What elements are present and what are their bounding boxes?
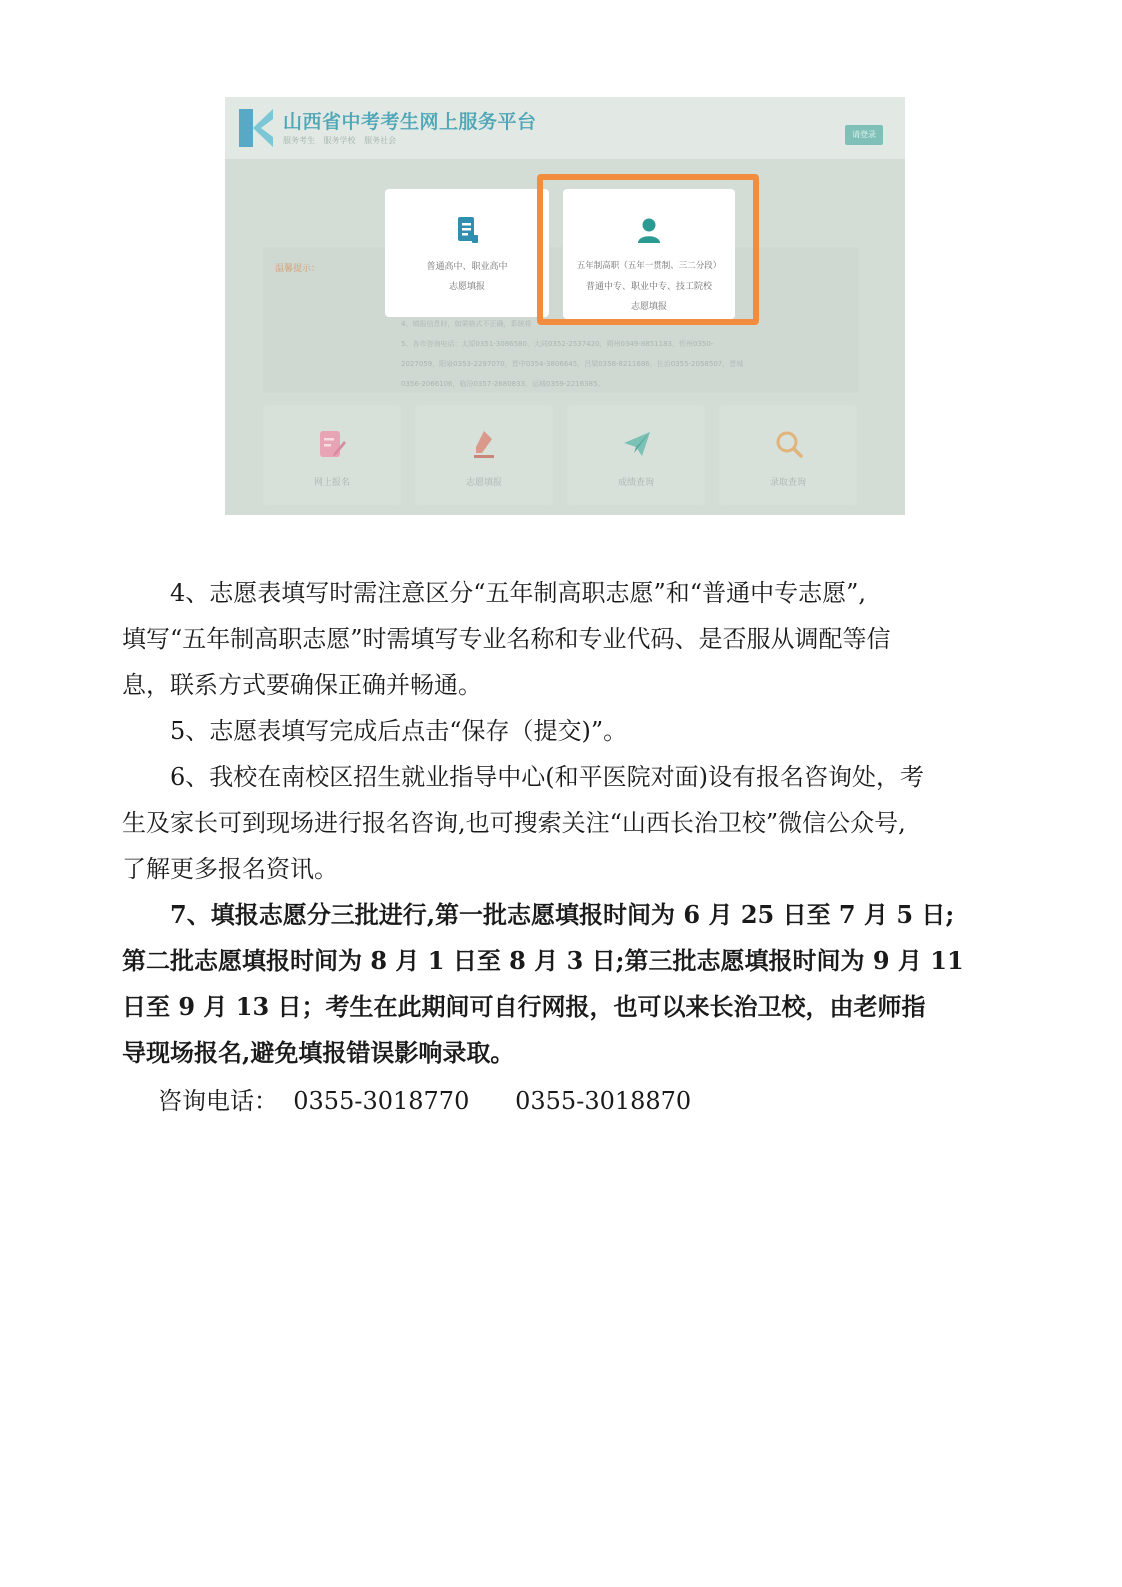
nav-tile-label: 网上报名 (313, 478, 350, 488)
card-line: 普通中专、职业中专、技工院校 (585, 282, 712, 292)
notice-line: 0356-2066106，临汾0357-2680833，运城0359-2216385。 (401, 380, 605, 388)
site-slogan: 服务考生 服务学校 服务社会 (283, 136, 397, 145)
paragraph-5 (122, 708, 992, 754)
paragraph-6 (122, 754, 992, 892)
notice-line: 5、各市咨询电话：太原0351-3086580，大同0352-2537420，朔州0349-8851183，忻州0350- (401, 340, 714, 348)
site-logo-icon (239, 109, 273, 147)
text-line: 填写“五年制高职志愿”时需填写专业名称和专业代码、是否服从调配等信 (122, 625, 891, 653)
card-line: 普通高中、职业高中 (426, 262, 508, 272)
text-line: 日至 9 月 13 日；考生在此期间可自行网报，也可以来长治卫校，由老师指 (122, 992, 926, 1021)
paragraph-7 (122, 892, 992, 1076)
card-high-school-application[interactable] (385, 189, 549, 317)
notice-line: 2027059，阳泉0353-2297070，晋中0354-3806645，吕梁0358-8211686，长治0355-2058507，晋城 (401, 360, 744, 368)
pen-icon (470, 429, 498, 461)
nav-tile-label: 志愿填报 (465, 478, 502, 488)
nav-tile-label: 成绩查询 (617, 478, 654, 488)
text-line: 第二批志愿填报时间为 8 月 1 日至 8 月 3 日;第三批志愿填报时间为 9 月 11 (122, 946, 964, 975)
contact-line (158, 1078, 691, 1124)
nav-tile-application[interactable] (415, 405, 553, 505)
text-line: 了解更多报名资讯。 (122, 855, 338, 883)
text-line: 7、填报志愿分三批进行,第一批志愿填报时间为 6 月 25 日至 7 月 5 日; (170, 900, 955, 929)
magnifier-icon (774, 429, 804, 459)
site-header (225, 97, 905, 159)
edit-form-icon (318, 429, 346, 461)
contact-phone: 0355-3018770 (293, 1087, 470, 1115)
nav-tile-label: 录取查询 (769, 478, 806, 488)
contact-phone: 0355-3018870 (515, 1087, 692, 1115)
text-line: 生及家长可到现场进行报名咨询,也可搜索关注“山西长治卫校”微信公众号, (122, 809, 906, 837)
contact-label: 咨询电话： (158, 1087, 278, 1115)
paragraph-4 (122, 570, 992, 708)
card-line: 五年制高职（五年一贯制、三二分段） (576, 261, 722, 271)
card-line: 志愿填报 (630, 302, 667, 312)
nav-tile-online-registration[interactable] (263, 405, 401, 505)
text-line: 息，联系方式要确保正确并畅通。 (122, 671, 482, 699)
highlight-box (537, 174, 759, 325)
notice-title: 温馨提示： (275, 264, 321, 274)
text-line: 导现场报名,避免填报错误影响录取。 (122, 1038, 515, 1067)
text-line: 5、志愿表填写完成后点击“保存（提交)”。 (170, 717, 628, 745)
card-line: 志愿填报 (448, 282, 485, 292)
embedded-screenshot (225, 97, 905, 515)
nav-tile-admission-query[interactable] (719, 405, 857, 505)
nav-tile-score-query[interactable] (567, 405, 705, 505)
notice-line: 4、填报信息时，如果格式不正确，系统将 (401, 320, 532, 328)
text-line: 4、志愿表填写时需注意区分“五年制高职志愿”和“普通中专志愿”, (170, 579, 866, 607)
site-title: 山西省中考考生网上服务平台 (283, 111, 537, 133)
paper-plane-icon (622, 429, 652, 459)
text-line: 6、我校在南校区招生就业指导中心(和平医院对面)设有报名咨询处，考 (170, 763, 924, 791)
document-icon (455, 215, 481, 245)
login-button[interactable]: 请登录 (845, 125, 883, 145)
